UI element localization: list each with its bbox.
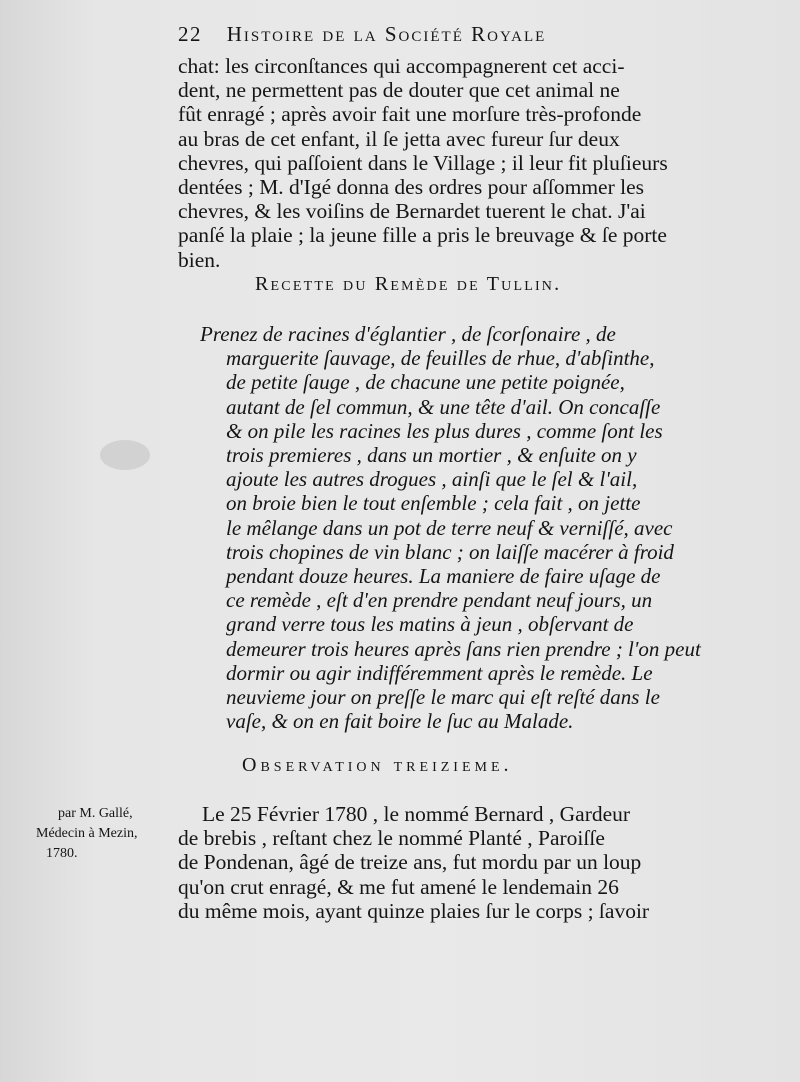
margin-note-line: Médecin à Mezin, <box>36 826 138 841</box>
running-header <box>178 22 738 47</box>
recipe-line: vaſe, & on en fait boire le ſuc au Malade. <box>226 709 574 734</box>
recipe-line: pendant douze heures. La maniere de faire uſage de <box>226 564 661 589</box>
text-line: chat: les circonſtances qui accompagnerent cet acci- <box>178 54 625 78</box>
recipe-line: demeurer trois heures après ſans rien prendre ; l'on peut <box>226 636 701 661</box>
text-line: panſé la plaie ; la jeune fille a pris le breuvage & ſe porte <box>178 223 667 248</box>
text-line: chevres, & les voiſins de Bernardet tuerent le chat. J'ai <box>178 199 646 224</box>
recipe-line: neuvieme jour on preſſe le marc qui eſt reſté dans le <box>226 685 660 710</box>
text-line: au bras de cet enfant, il ſe jetta avec fureur ſur deux <box>178 126 620 151</box>
paper-stain <box>100 440 150 470</box>
recipe-line: & on pile les racines les plus dures , comme ſont les <box>226 418 663 443</box>
text-line: du même mois, ayant quinze plaies ſur le corps ; ſavoir <box>178 898 650 923</box>
text-line: de Pondenan, âgé de treize ans, fut mordu par un loup <box>178 850 642 875</box>
text-line: chevres, qui paſſoient dans le Village ; il leur fit pluſieurs <box>178 150 668 175</box>
margin-note-line: par M. Gallé, <box>58 806 133 821</box>
paragraph-continuation <box>178 54 753 272</box>
observation-heading: Observation treizieme. <box>242 754 513 776</box>
running-title: Histoire de la Société Royale <box>226 22 547 46</box>
recipe-heading: Recette du Remède de Tullin. <box>255 273 562 295</box>
text-line: dentées ; M. d'Igé donna des ordres pour aſſommer les <box>178 175 644 200</box>
recipe-line: le mêlange dans un pot de terre neuf & verniſſé, avec <box>226 515 673 540</box>
recipe-line: trois premieres , dans un mortier , & enſuite on y <box>226 443 637 468</box>
text-line: bien. <box>178 247 221 272</box>
recipe-line: de petite ſauge , de chacune une petite poignée, <box>226 370 625 395</box>
text-line: dent, ne permettent pas de douter que cet animal ne <box>178 78 620 103</box>
text-line: qu'on crut enragé, & me fut amené le lendemain 26 <box>178 874 619 899</box>
text-line: fût enragé ; après avoir fait une morſure très-profonde <box>178 102 642 127</box>
recipe-line: grand verre tous les matins à jeun , obſervant de <box>226 612 634 637</box>
observation-paragraph <box>178 802 753 923</box>
margin-note <box>36 804 176 864</box>
recipe-line: dormir ou agir indifféremment après le remède. Le <box>226 660 653 685</box>
recipe-line: ce remède , eſt d'en prendre pendant neuf jours, un <box>226 588 653 613</box>
recipe-line: autant de ſel commun, & une tête d'ail. On concaſſe <box>226 394 661 419</box>
page-number: 22 <box>178 22 202 46</box>
recipe-line: marguerite ſauvage, de feuilles de rhue, d'abſinthe, <box>226 346 655 371</box>
margin-note-line: 1780. <box>46 846 78 861</box>
recipe-line: on broie bien le tout enſemble ; cela fait , on jette <box>226 491 641 516</box>
text-line: Le 25 Février 1780 , le nommé Bernard , Gardeur <box>202 802 631 826</box>
recipe-line: trois chopines de vin blanc ; on laiſſe macérer à froid <box>226 539 674 564</box>
text-line: de brebis , reſtant chez le nommé Planté , Paroiſſe <box>178 826 605 851</box>
recipe-line: ajoute les autres drogues , ainſi que le ſel & l'ail, <box>226 467 638 492</box>
recipe-text <box>200 322 750 733</box>
recipe-line: Prenez de racines d'églantier , de ſcorſonaire , de <box>200 322 616 346</box>
